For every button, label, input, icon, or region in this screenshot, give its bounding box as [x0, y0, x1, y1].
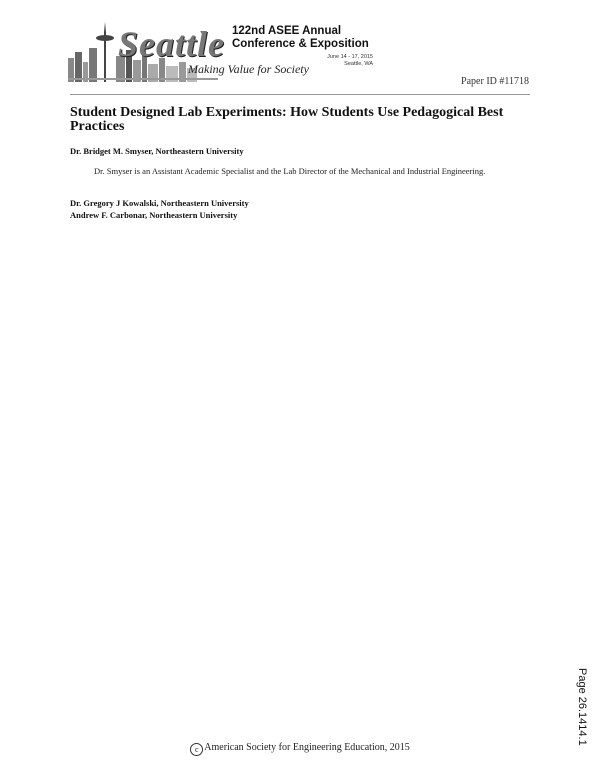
author-1-bio: Dr. Smyser is an Assistant Academic Specialist and the Lab Director of the Mechanical and Industrial Engineering. — [94, 166, 486, 176]
copyright-text: American Society for Engineering Education, 2015 — [204, 742, 410, 753]
paper-title: Student Designed Lab Experiments: How Students Use Pedagogical Best Practices — [70, 105, 504, 134]
conference-dates-block — [313, 54, 373, 68]
logo-word: Seattle — [118, 24, 225, 64]
logo-tagline: Making Value for Society — [188, 62, 309, 76]
page-number: Page 26.1414.1 — [576, 668, 588, 746]
author-3: Andrew F. Carbonar, Northeastern University — [70, 210, 238, 220]
conference-line-1: 122nd ASEE Annual — [232, 25, 342, 37]
conference-location: Seattle, WA — [344, 61, 373, 67]
conference-title — [232, 25, 372, 51]
copyright-icon: c — [190, 743, 203, 756]
paper-id: Paper ID #11718 — [461, 76, 529, 87]
author-2: Dr. Gregory J Kowalski, Northeastern University — [70, 198, 249, 208]
copyright-footer — [0, 742, 600, 756]
header-divider — [70, 94, 530, 95]
conference-line-2: Conference & Exposition — [232, 38, 369, 50]
author-1: Dr. Bridget M. Smyser, Northeastern University — [70, 146, 244, 156]
conference-dates: June 14 - 17, 2015 — [327, 54, 373, 60]
